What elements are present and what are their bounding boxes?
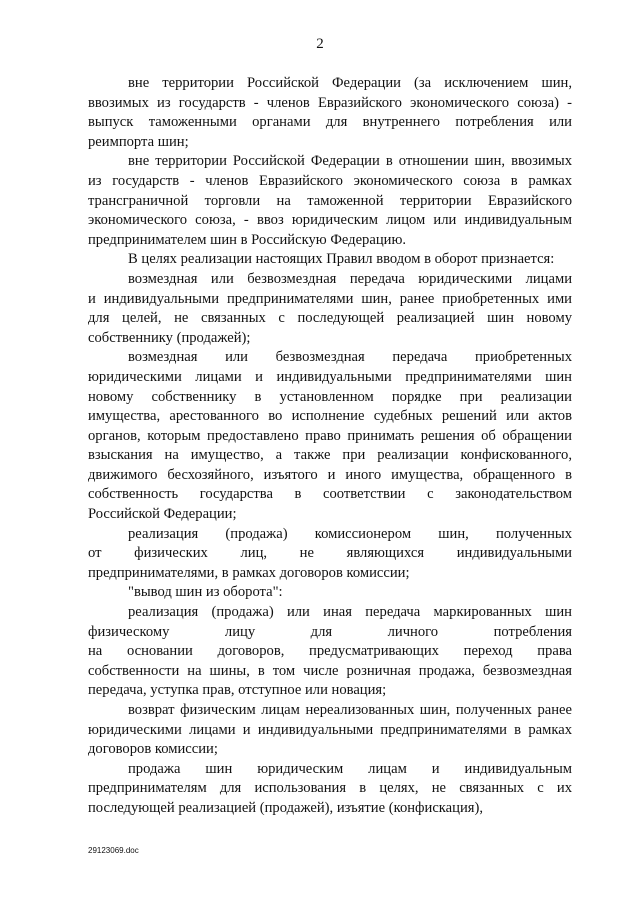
paragraph-line: движимого бесхозяйного, изъятого и иного имущества, обращенного в xyxy=(88,466,572,483)
paragraph xyxy=(88,701,572,760)
paragraph xyxy=(88,525,572,584)
paragraph xyxy=(88,250,572,270)
paragraph-line: физическому лицу для личного потребления xyxy=(88,623,572,640)
paragraph-line: новому собственнику в установленном порядке при реализации xyxy=(88,388,572,405)
paragraph-line: возмездная или безвозмездная передача приобретенных xyxy=(128,349,572,366)
paragraph-line: В целях реализации настоящих Правил вводом в оборот признается: xyxy=(128,251,555,268)
paragraph-line: реализация (продажа) комиссионером шин, полученных xyxy=(128,525,572,542)
paragraph-line: предпринимателем шин в Российскую Федерацию. xyxy=(88,231,406,248)
paragraph-line: на основании договоров, предусматривающих переход права xyxy=(88,643,572,660)
document-body xyxy=(88,74,572,819)
paragraph-line: для целей, не связанных с последующей реализацией шин новому xyxy=(88,310,572,327)
paragraph-line: продажа шин юридическим лицам и индивидуальным xyxy=(128,760,572,777)
paragraph-line: юридическими лицами и индивидуальными предпринимателями в рамках xyxy=(88,721,572,738)
paragraph-line: реализация (продажа) или иная передача маркированных шин xyxy=(128,604,572,621)
paragraph xyxy=(88,152,572,250)
paragraph-line: возврат физическим лицам нереализованных шин, полученных ранее xyxy=(128,702,572,718)
paragraph-line: взыскания на имущество, а также при реализации конфискованного, xyxy=(88,447,572,464)
paragraph-line: предпринимателям для использования в целях, не связанных с их xyxy=(88,780,572,797)
paragraph-line: и индивидуальными предпринимателями шин, ранее приобретенных ими xyxy=(88,290,572,307)
paragraph xyxy=(88,603,572,701)
paragraph-line: трансграничной торговли на таможенной территории Евразийского xyxy=(88,192,572,209)
paragraph-line: собственности на шины, в том числе розничная продажа, безвозмездная xyxy=(88,662,572,679)
paragraph-line: экономического союза, - ввоз юридическим лицом или индивидуальным xyxy=(88,212,572,229)
page-number: 2 xyxy=(316,36,324,52)
footer-filename: 29123069.doc xyxy=(88,846,139,855)
paragraph-line: вне территории Российской Федерации в отношении шин, ввозимых xyxy=(128,153,572,170)
paragraph-line: возмездная или безвозмездная передача юридическими лицами xyxy=(128,270,572,287)
paragraph-line: Российской Федерации; xyxy=(88,506,237,523)
paragraph-line: реимпорта шин; xyxy=(88,133,189,150)
paragraph xyxy=(88,270,572,348)
paragraph xyxy=(88,74,572,152)
paragraph-line: собственность государства в соответствии с законодательством xyxy=(88,486,572,503)
paragraph xyxy=(88,583,572,603)
paragraph-line: "вывод шин из оборота": xyxy=(128,584,283,601)
paragraph-line: выпуск таможенными органами для внутреннего потребления или xyxy=(88,114,572,131)
paragraph-line: от физических лиц, не являющихся индивидуальными xyxy=(88,545,572,562)
paragraph xyxy=(88,760,572,819)
paragraph-line: предпринимателями, в рамках договоров комиссии; xyxy=(88,564,410,581)
paragraph-line: имущества, арестованного во исполнение судебных решений или актов xyxy=(88,408,572,425)
paragraph-line: юридическими лицами и индивидуальными предпринимателями шин xyxy=(88,368,572,385)
paragraph-line: последующей реализацией (продажей), изъятие (конфискация), xyxy=(88,799,483,816)
paragraph-line: собственнику (продажей); xyxy=(88,329,251,346)
paragraph-line: органов, которым предоставлено право принимать решения об обращении xyxy=(88,427,572,444)
paragraph-line: договоров комиссии; xyxy=(88,741,218,758)
paragraph-line: передача, уступка прав, отступное или новация; xyxy=(88,682,387,699)
paragraph-line: из государств - членов Евразийского экономического союза в рамках xyxy=(88,172,572,189)
paragraph-line: ввозимых из государств - членов Евразийского экономического союза) - xyxy=(88,94,572,111)
paragraph xyxy=(88,348,572,524)
paragraph-line: вне территории Российской Федерации (за исключением шин, xyxy=(128,75,572,91)
